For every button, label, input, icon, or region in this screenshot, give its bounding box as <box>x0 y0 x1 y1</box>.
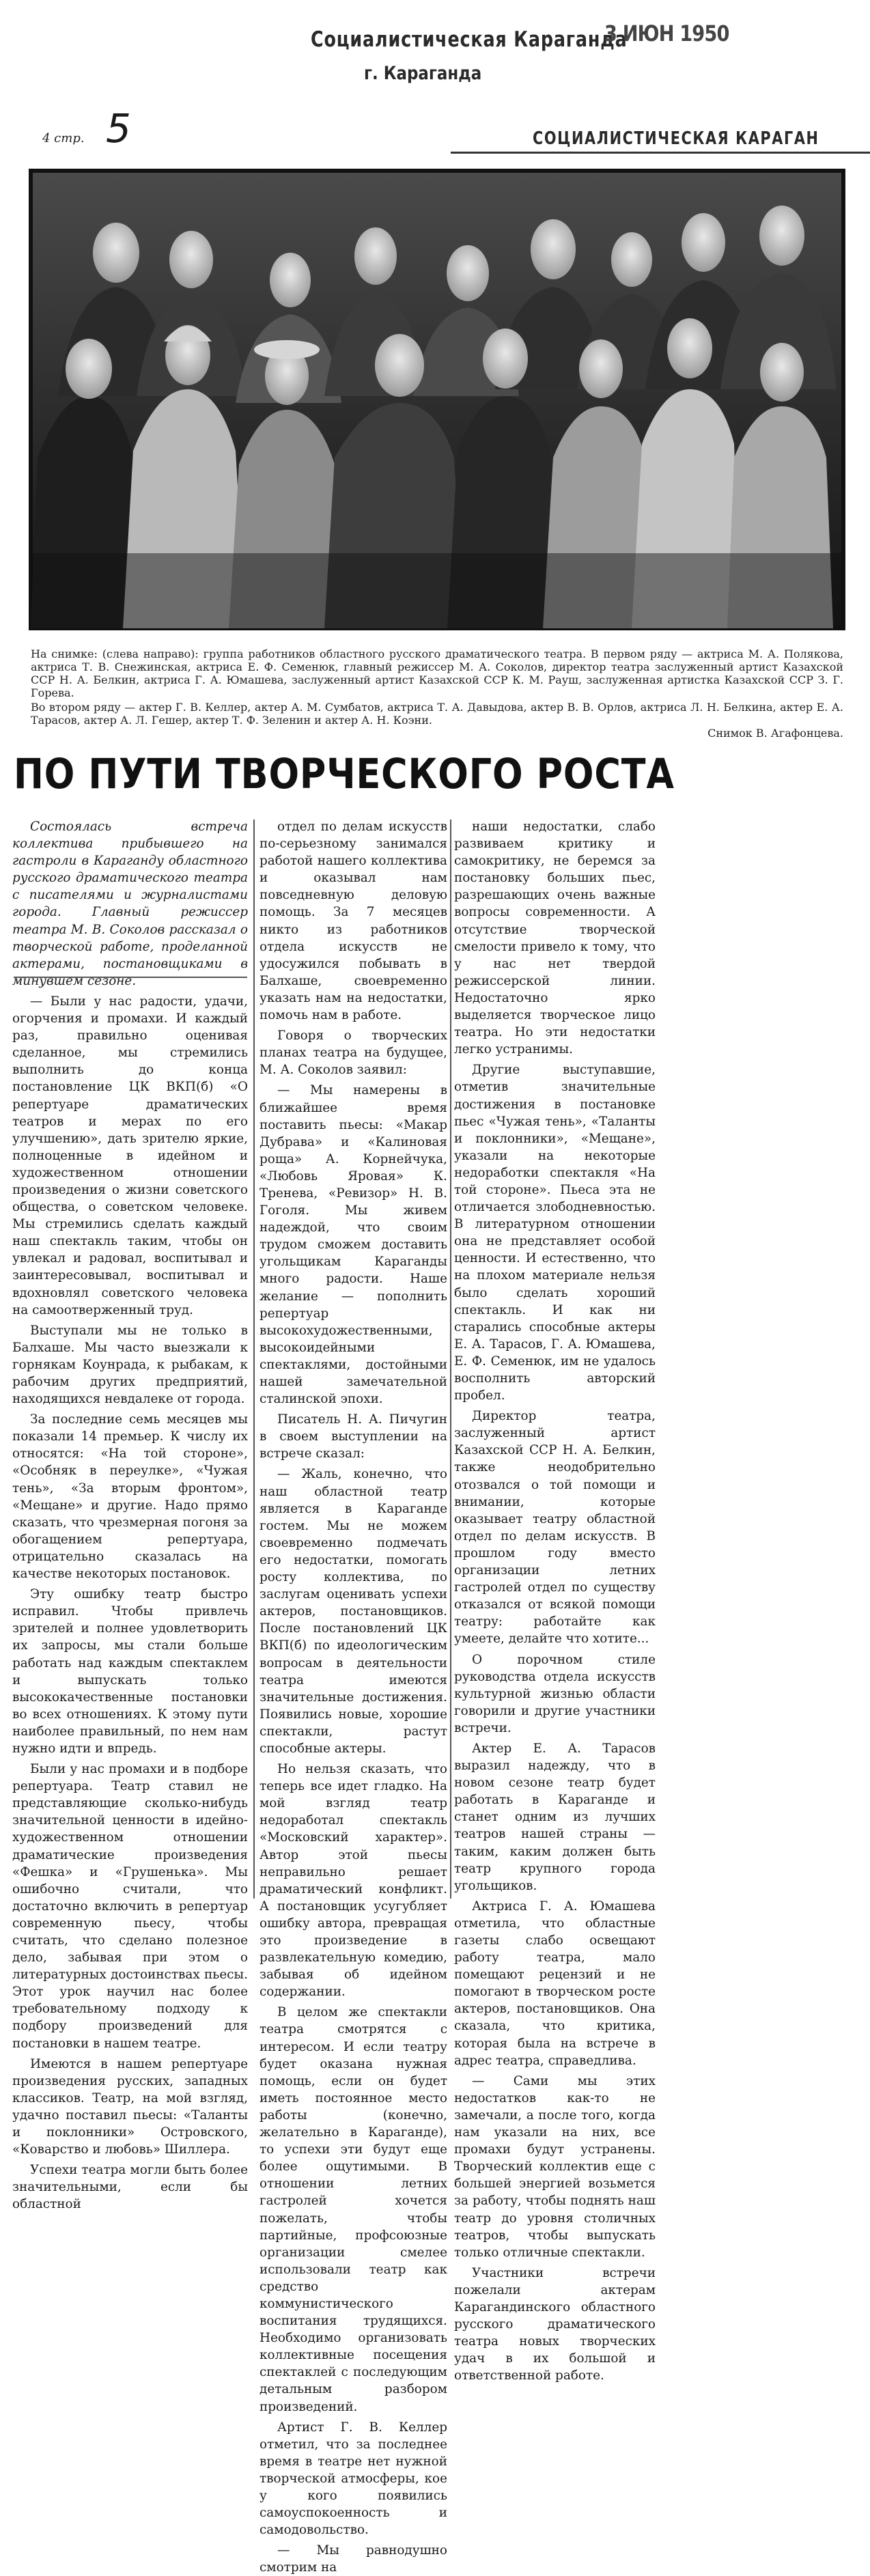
stamp-city: г. Караганда <box>364 63 482 84</box>
caption-second-row: Во втором ряду — актер Г. В. Келлер, актер А. М. Сумбатов, актриса Т. А. Давыдова, актер В. В. Орлов, актриса Л. Н. Белкина, актер Е. А. Тарасов, актер А. Л. Гешер, актер Т. Ф. Зеленин и актер А. Н. Коэни. <box>31 701 843 727</box>
running-paper-title: СОЦИАЛИСТИЧЕСКАЯ КАРАГАН <box>533 128 819 149</box>
article-paragraph: Успехи театра могли быть более значительными, если бы областной <box>12 2163 248 2212</box>
stamp-newspaper-name: Социалистическая Караганда <box>311 27 628 52</box>
article-column-2 <box>259 818 447 2575</box>
article-paragraph: За последние семь месяцев мы показали 14 премьер. К числу их относятся: «На той стороне», «Особняк в переулке», «Чужая тень», «За вторым фронтом», «Мещане» и другие. Надо прямо сказать, что чрезмерная погоня за обогащением репертуара, отрицательно сказалась на качестве некоторых постановок. <box>12 1412 248 1582</box>
article-paragraph: Выступали мы не только в Балхаше. Мы часто выезжали к горнякам Коунрада, к рыбакам, к рабочим других предприятий, находящихся невдалеке от города. <box>12 1323 248 1407</box>
article-headline: ПО ПУТИ ТВОРЧЕСКОГО РОСТА <box>14 750 675 798</box>
article-column-1 <box>12 818 248 2212</box>
article-column-3 <box>454 818 656 2383</box>
article-paragraph: отдел по делам искусств по-серьезному занимался работой нашего коллектива и оказывал нам повседневную деловую помощь. За 7 месяцев никто из работников отдела искусств не удосужился побывать в Балхаше, своевременно указать нам на недостатки, помочь нам в работе. <box>259 820 447 1023</box>
header-rule <box>451 152 870 154</box>
article-paragraph: — Были у нас радости, удачи, огорчения и промахи. И каждый раз, правильно оценивая сделанное, мы стремились выполнить до конца постановление ЦК ВКП(б) «О репертуаре драматических театров и мерах по его улучшению», дать зрителю яркие, полноценные в идейном и художественном отношении произведения о жизни советского общества, о советском человеке. Мы стремились сделать каждый наш спектакль таким, чтобы он увлекал и радовал, воспитывал и заинтересовывал, воспитывал и вдохновлял советского человека на самоотверженный труд. <box>12 994 248 1317</box>
article-paragraph: Были у нас промахи и в подборе репертуара. Театр ставил не представляющие сколько-нибудь значительной ценности в идейно-художественном отношении драматические произведения «Фешка» и «Грушенька». Мы ошибочно считали, что достаточно включить в репертуар современную пьесу, чтобы считать, что сделано полезное дело, забывая при этом о литературных достоинствах пьесы. Этот урок научил нас более требовательному подходу к подбору произведений для постановки в нашем театре. <box>12 1762 248 2051</box>
article-paragraph: — Мы равнодушно смотрим на <box>259 2543 447 2575</box>
page-number: 4 стр. <box>42 131 85 145</box>
article-paragraph: Другие выступавшие, отметив значительные достижения в постановке пьес «Чужая тень», «Таланты и поклонники», «Мещане», указали на некоторые недоработки спектакля «На той стороне». Пьеса эта не отличается злободневностью. В литературном отношении она не представляет особой ценности. И естественно, что на плохом материале нельзя было сделать хороший спектакль. И как ни старались способные актеры Е. А. Тарасов, Г. А. Юмашева, Е. Ф. Семенюк, им не удалось восполнить авторский пробел. <box>454 1063 656 1403</box>
column-rule-2 <box>450 820 451 1899</box>
article-paragraph: Артист Г. В. Келлер отметил, что за последнее время в театре нет нужной творческой атмосферы, кое у кого появились самоуспокоенность и самодовольство. <box>259 2420 447 2538</box>
caption-first-row: На снимке: (слева направо): группа работников областного русского драматического театра. В первом ряду — актриса М. А. Полякова, актриса Т. В. Снежинская, актриса Е. Ф. Семенюк, главный режиссер М. А. Соколов, директор театра заслуженный артист Казахской ССР Н. А. Белкин, актриса Г. А. Юмашева, заслуженный артист Казахской ССР К. М. Рауш, заслуженная артистка Казахской ССР З. Г. Горева. <box>31 647 843 699</box>
article-paragraph: Писатель Н. А. Пичугин в своем выступлении на встрече сказал: <box>259 1412 447 1461</box>
article-paragraph: Имеются в нашем репертуаре произведения русских, западных классиков. Театр, на мой взгляд, удачно поставил пьесы: «Таланты и поклонники» Островского, «Коварство и любовь» Шиллера. <box>12 2056 248 2157</box>
photo-credit: Снимок В. Агафонцева. <box>707 727 843 740</box>
group-photo <box>31 171 843 628</box>
article-paragraph: — Мы намерены в ближайшее время поставить пьесы: «Макар Дубрава» и «Калиновая роща» А. Корнейчука, «Любовь Яровая» К. Тренева, «Ревизор» Н. В. Гоголя. Мы живем надеждой, что своим трудом сможем доставить угольщикам Караганды много радости. Наше желание — пополнить репертуар высокохудожественными, высокоидейными спектаклями, достойными нашей замечательной сталинской эпохи. <box>259 1083 447 1407</box>
article-paragraph: — Сами мы этих недостатков как-то не замечали, а после того, когда нам указали на них, все промахи будут устранены. Творческий коллектив еще с большей энергией возьмется за работу, чтобы поднять наш театр до уровня столичных театров, чтобы выпускать только отличные спектакли. <box>454 2073 656 2260</box>
archive-stamp <box>0 0 870 120</box>
article-paragraph: Эту ошибку театр быстро исправил. Чтобы привлечь зрителей и полнее удовлетворить их запросы, мы стали больше работать над каждым спектаклем и выпускать только высококачественные постановки во всех отношениях. К этому пути наиболее правильный, по нем нам нужно идти и впредь. <box>12 1587 248 1756</box>
handwritten-page-number: 5 <box>106 105 131 152</box>
article-paragraph: О порочном стиле руководства отдела искусств культурной жизнью области говорили и другие участники встречи. <box>454 1652 656 1735</box>
article-paragraph: Говоря о творческих планах театра на будущее, М. А. Соколов заявил: <box>259 1028 447 1078</box>
article-paragraph: наши недостатки, слабо развиваем критику и самокритику, не беремся за постановку больших пьес, разрешающих очень важные вопросы современности. А отсутствие творческой смелости привело к тому, что у нас нет твердой режиссерской линии. Недостаточно ярко выделяется творческое лицо театра. Но эти недостатки легко устранимы. <box>454 820 656 1057</box>
article-paragraph: Директор театра, заслуженный артист Казахской ССР Н. А. Белкин, также неодобрительно отозвался о той помощи и внимании, которые оказывает театру областной отдел по делам искусств. В прошлом году вместо организации летних гастролей отдел по существу отказался от всякой помощи театру: работайте как умеете, делайте что хотите... <box>454 1409 656 1647</box>
photo-caption <box>31 647 843 740</box>
article-paragraph: Участники встречи пожелали актерам Карагандинского областного русского драматического театра новых творческих удач в их большой и ответственной работе. <box>454 2265 656 2383</box>
article-paragraph: Актриса Г. А. Юмашева отметила, что областные газеты слабо освещают работу театра, мало помещают рецензий и не помогают в творческом росте актеров, постановщиков. Она сказала, что критика, которая была на встрече в адрес театра, справедлива. <box>454 1899 656 2068</box>
article-paragraph: Состоялась встреча коллектива прибывшего на гастроли в Караганду областного русского драматического театра с писателями и журналистами города. Главный режиссер театра М. В. Соколов рассказал о творческой работе, проделанной актерами, постановщиками в минувшем сезоне. <box>12 820 248 988</box>
article-paragraph: В целом же спектакли театра смотрятся с интересом. И если театру будет оказана нужная помощь, если он будет иметь постоянное место работы (конечно, желательно в Караганде), то успехи эти будут еще более ощутимыми. В отношении летних гастролей хочется пожелать, чтобы партийные, профсоюзные организации смелее использовали театр как средство коммунистического воспитания трудящихся. Необходимо организовать коллективные посещения спектаклей с последующим детальным разбором произведений. <box>259 2005 447 2414</box>
page-header <box>0 105 870 157</box>
stamp-date: 3 ИЮН 1950 <box>604 20 729 46</box>
column-rule-1 <box>253 820 255 1899</box>
article-paragraph: Актер Е. А. Тарасов выразил надежду, что в новом сезоне театр будет работать в Караганде и станет одним из лучших театров нашей страны — таким, каким должен быть театр крупного города угольщиков. <box>454 1741 656 1893</box>
group-photo-image <box>31 171 843 628</box>
article-paragraph: — Жаль, конечно, что наш областной театр является в Караганде гостем. Мы не можем своевременно подмечать его недостатки, помогать росту коллектива, по заслугам оценивать успехи актеров, постановщиков. После постановлений ЦК ВКП(б) по идеологическим вопросам в деятельности театра имеются значительные достижения. Появились новые, хорошие спектакли, растут способные актеры. <box>259 1467 447 1756</box>
article-paragraph: Но нельзя сказать, что теперь все идет гладко. На мой взгляд театр недоработал спектакль «Московский характер». Автор этой пьесы неправильно решает драматический конфликт. А постановщик усугубляет ошибку автора, превращая это произведение в развлекательную комедию, забывая об идейном содержании. <box>259 1762 447 2000</box>
